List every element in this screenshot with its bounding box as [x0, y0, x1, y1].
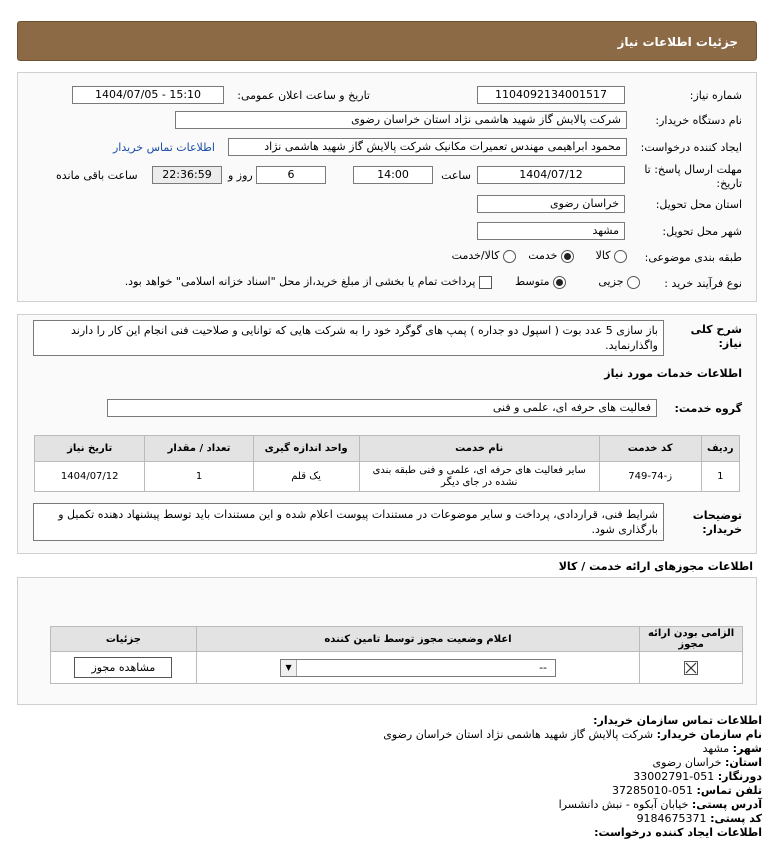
permit-status-value: --	[539, 660, 548, 674]
process-medium-label: متوسط	[514, 275, 550, 288]
buyer-org-label: نام دستگاه خریدار:	[655, 114, 742, 127]
cell-unit: یک قلم	[253, 462, 359, 492]
process-partial-option[interactable]	[598, 275, 640, 289]
page-title: جزئیات اطلاعات نیاز	[617, 35, 738, 49]
city-label: شهر محل تحویل:	[662, 225, 742, 238]
contact-fax: 051-33002791	[633, 770, 715, 783]
process-label: نوع فرآیند خرید :	[664, 277, 742, 290]
deadline-date-field[interactable]: 1404/07/12	[477, 166, 625, 184]
contact-province-label: استان:	[725, 756, 762, 769]
description-field[interactable]: باز سازی 5 عدد بوت ( اسپول دو جداره ) پمپ های گوگرد خود را به شرکت هایی که توانایی و صلاحیت فنی انجام این کار را دارند واگذارنماید.	[33, 320, 664, 356]
contact-address: خیابان آبکوه - نبش دانشسرا	[558, 798, 689, 811]
days-field[interactable]: 6	[256, 166, 326, 184]
cell-row: 1	[701, 462, 739, 492]
contact-phone-label: تلفن تماس:	[696, 784, 762, 797]
creator-field[interactable]: محمود ابراهیمی مهندس تعمیرات مکانیک شرکت پالایش گاز شهید هاشمی نژاد	[228, 138, 627, 156]
cell-date: 1404/07/12	[35, 462, 145, 492]
col-permit-required: الزامی بودن ارائه مجوز	[640, 627, 743, 652]
need-number-label: شماره نیاز:	[689, 89, 742, 102]
need-number-field[interactable]: 1104092134001517	[477, 86, 625, 104]
contact-title: اطلاعات تماس سازمان خریدار:	[593, 714, 762, 727]
col-permit-status: اعلام وضعیت مجوز توسط تامین کننده	[196, 627, 639, 652]
contact-province: خراسان رضوی	[652, 756, 722, 769]
table-row	[51, 652, 743, 684]
category-service-label: خدمت	[528, 249, 558, 262]
contact-city: مشهد	[702, 742, 730, 755]
select-arrow-icon: ▼	[281, 660, 297, 676]
remaining-label: ساعت باقی مانده	[56, 169, 138, 182]
creator-info-title: اطلاعات ایجاد کننده درخواست:	[594, 826, 762, 839]
radio-medium[interactable]	[553, 276, 566, 289]
announce-field[interactable]: 1404/07/05 - 15:10	[72, 86, 224, 104]
col-unit: واحد اندازه گیری	[253, 436, 359, 462]
treasury-note: پرداخت تمام یا بخشی از مبلغ خرید،از محل "اسناد خزانه اسلامی" خواهد بود.	[124, 275, 476, 288]
table-row	[35, 462, 740, 492]
province-label: استان محل تحویل:	[655, 198, 742, 211]
category-goods-option[interactable]	[596, 249, 627, 263]
buyer-contact-link[interactable]: اطلاعات تماس خریدار	[113, 141, 215, 154]
contact-org-label: نام سازمان خریدار:	[656, 728, 762, 741]
service-group-label: گروه خدمت:	[674, 402, 742, 415]
contact-city-label: شهر:	[732, 742, 762, 755]
permits-table	[50, 626, 743, 684]
category-both-option[interactable]	[452, 249, 516, 263]
col-code: کد خدمت	[599, 436, 701, 462]
services-section-title: اطلاعات خدمات مورد نیاز	[604, 367, 742, 380]
deadline-label-date: تاریخ:	[716, 177, 742, 190]
category-goods-label: کالا	[595, 249, 611, 262]
cell-name: سایر فعالیت های حرفه ای، علمی و فنی طبقه بندی نشده در جای دیگر	[359, 462, 599, 492]
deadline-time-field[interactable]: 14:00	[353, 166, 433, 184]
cell-qty: 1	[145, 462, 253, 492]
remaining-time-field: 22:36:59	[152, 166, 222, 184]
days-label: روز و	[228, 169, 253, 182]
contact-postal-label: کد پستی:	[710, 812, 762, 825]
buyer-org-field[interactable]: شرکت پالایش گاز شهید هاشمی نژاد استان خراسان رضوی	[175, 111, 627, 129]
city-field[interactable]: مشهد	[477, 222, 625, 240]
permit-details-cell	[51, 652, 197, 684]
deadline-time-label: ساعت	[441, 169, 471, 182]
col-name: نام خدمت	[359, 436, 599, 462]
announce-label: تاریخ و ساعت اعلان عمومی:	[237, 89, 370, 102]
contact-fax-label: دورنگار:	[717, 770, 762, 783]
process-medium-option[interactable]	[515, 275, 566, 289]
contact-org: شرکت پالایش گاز شهید هاشمی نژاد استان خراسان رضوی	[383, 728, 654, 741]
col-qty: تعداد / مقدار	[145, 436, 253, 462]
service-group-field[interactable]: فعالیت های حرفه ای، علمی و فنی	[107, 399, 657, 417]
permit-required-checkbox	[684, 661, 698, 675]
category-label: طبقه بندی موضوعی:	[644, 251, 742, 264]
permit-status-select[interactable]	[280, 659, 556, 677]
view-permit-button[interactable]: مشاهده مجوز	[74, 657, 172, 678]
radio-both[interactable]	[503, 250, 516, 263]
services-table	[34, 435, 740, 492]
province-field[interactable]: خراسان رضوی	[477, 195, 625, 213]
permit-status-cell	[196, 652, 639, 684]
creator-label: ایجاد کننده درخواست:	[640, 141, 742, 154]
treasury-checkbox[interactable]	[479, 276, 492, 289]
buyer-notes-field[interactable]: شرایط فنی، قراردادی، پرداخت و سایر موضوعات در مستندات پیوست اعلام شده و این مستندات باید توسط پیشنهاد دهنده تکمیل و بارگذاری شود.	[33, 503, 664, 541]
cell-code: ز-74-749	[599, 462, 701, 492]
description-label: شرح کلی نیاز:	[690, 323, 742, 350]
radio-service[interactable]	[561, 250, 574, 263]
col-row: ردیف	[701, 436, 739, 462]
radio-goods[interactable]	[614, 250, 627, 263]
col-permit-details: جزئیات	[51, 627, 197, 652]
category-service-option[interactable]	[528, 249, 574, 263]
contact-address-label: آدرس پستی:	[691, 798, 762, 811]
contact-phone: 051-37285010	[612, 784, 694, 797]
category-both-label: کالا/خدمت	[451, 249, 500, 262]
page-header	[17, 21, 757, 61]
permits-title: اطلاعات مجوزهای ارائه خدمت / کالا	[558, 560, 753, 573]
process-partial-label: جزیی	[598, 275, 624, 288]
buyer-notes-label: توضیحات خریدار:	[692, 509, 742, 536]
cross-icon	[685, 662, 697, 674]
col-date: تاریخ نیاز	[35, 436, 145, 462]
treasury-payment-option[interactable]	[125, 275, 492, 289]
contact-postal: 9184675371	[636, 812, 707, 825]
radio-partial[interactable]	[627, 276, 640, 289]
deadline-label: مهلت ارسال پاسخ: تا	[644, 163, 742, 176]
permit-required-cell	[640, 652, 743, 684]
buyer-contact-section	[2, 714, 762, 840]
need-info-panel	[17, 72, 757, 302]
